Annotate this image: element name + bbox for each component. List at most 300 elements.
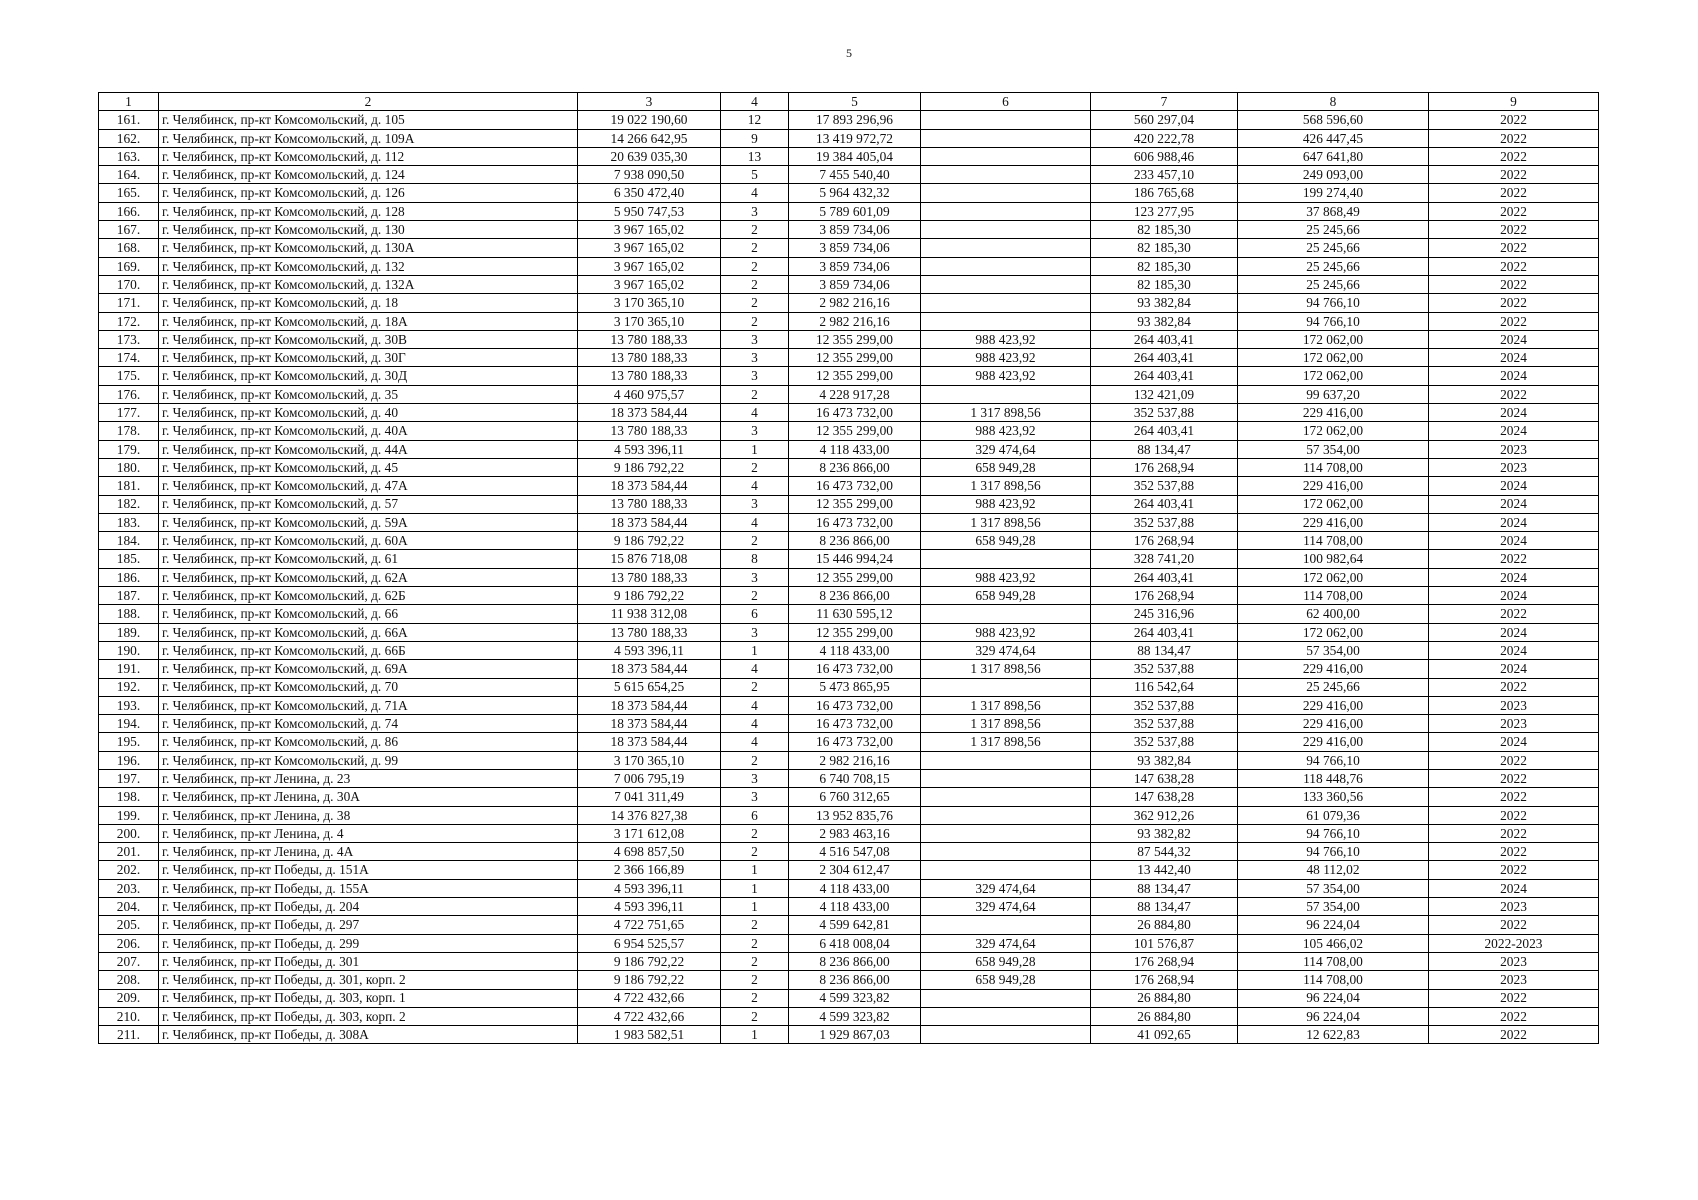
table-row xyxy=(99,349,1599,367)
cell-cost-col6: 988 423,92 xyxy=(921,367,1091,385)
cell-total-cost: 1 983 582,51 xyxy=(578,1026,721,1044)
cell-total-cost: 18 373 584,44 xyxy=(578,404,721,422)
table-row xyxy=(99,550,1599,568)
cell-cost-col8: 172 062,00 xyxy=(1238,330,1429,348)
table-row xyxy=(99,715,1599,733)
cell-cost-col5: 8 236 866,00 xyxy=(789,952,921,970)
cell-cost-col6: 658 949,28 xyxy=(921,952,1091,970)
cell-year: 2024 xyxy=(1429,495,1599,513)
cell-row-number: 211. xyxy=(99,1026,159,1044)
cell-cost-col5: 4 599 642,81 xyxy=(789,916,921,934)
data-table xyxy=(98,92,1599,1044)
cell-cost-col8: 94 766,10 xyxy=(1238,843,1429,861)
cell-address: г. Челябинск, пр-кт Комсомольский, д. 66 xyxy=(159,605,578,623)
cell-total-cost: 3 967 165,02 xyxy=(578,275,721,293)
cell-year: 2022 xyxy=(1429,824,1599,842)
cell-year: 2024 xyxy=(1429,733,1599,751)
cell-year: 2022 xyxy=(1429,294,1599,312)
cell-count: 2 xyxy=(721,458,789,476)
cell-cost-col7: 93 382,84 xyxy=(1091,751,1238,769)
cell-cost-col6 xyxy=(921,806,1091,824)
cell-year: 2024 xyxy=(1429,879,1599,897)
cell-total-cost: 9 186 792,22 xyxy=(578,532,721,550)
cell-row-number: 186. xyxy=(99,568,159,586)
cell-total-cost: 18 373 584,44 xyxy=(578,696,721,714)
cell-row-number: 200. xyxy=(99,824,159,842)
cell-cost-col7: 88 134,47 xyxy=(1091,898,1238,916)
cell-cost-col7: 93 382,82 xyxy=(1091,824,1238,842)
cell-address: г. Челябинск, пр-кт Комсомольский, д. 62Б xyxy=(159,587,578,605)
cell-cost-col6 xyxy=(921,1026,1091,1044)
table-row xyxy=(99,678,1599,696)
cell-cost-col7: 352 537,88 xyxy=(1091,513,1238,531)
cell-total-cost: 4 460 975,57 xyxy=(578,385,721,403)
cell-address: г. Челябинск, пр-кт Победы, д. 301, корп. 2 xyxy=(159,971,578,989)
cell-cost-col5: 19 384 405,04 xyxy=(789,147,921,165)
cell-count: 2 xyxy=(721,751,789,769)
cell-total-cost: 13 780 188,33 xyxy=(578,422,721,440)
cell-year: 2022 xyxy=(1429,1007,1599,1025)
table-row xyxy=(99,275,1599,293)
cell-cost-col5: 2 983 463,16 xyxy=(789,824,921,842)
cell-count: 1 xyxy=(721,641,789,659)
cell-address: г. Челябинск, пр-кт Ленина, д. 4 xyxy=(159,824,578,842)
cell-cost-col5: 16 473 732,00 xyxy=(789,733,921,751)
cell-count: 2 xyxy=(721,294,789,312)
cell-row-number: 184. xyxy=(99,532,159,550)
table-row xyxy=(99,587,1599,605)
cell-row-number: 165. xyxy=(99,184,159,202)
cell-count: 4 xyxy=(721,715,789,733)
cell-address: г. Челябинск, пр-кт Комсомольский, д. 124 xyxy=(159,166,578,184)
cell-address: г. Челябинск, пр-кт Комсомольский, д. 40А xyxy=(159,422,578,440)
cell-address: г. Челябинск, пр-кт Комсомольский, д. 40 xyxy=(159,404,578,422)
cell-cost-col5: 4 118 433,00 xyxy=(789,641,921,659)
cell-total-cost: 4 698 857,50 xyxy=(578,843,721,861)
cell-cost-col5: 16 473 732,00 xyxy=(789,715,921,733)
cell-row-number: 209. xyxy=(99,989,159,1007)
cell-total-cost: 9 186 792,22 xyxy=(578,971,721,989)
cell-cost-col6 xyxy=(921,129,1091,147)
cell-cost-col6: 658 949,28 xyxy=(921,971,1091,989)
cell-count: 13 xyxy=(721,147,789,165)
cell-cost-col8: 57 354,00 xyxy=(1238,898,1429,916)
cell-cost-col6 xyxy=(921,843,1091,861)
cell-address: г. Челябинск, пр-кт Комсомольский, д. 126 xyxy=(159,184,578,202)
cell-cost-col8: 229 416,00 xyxy=(1238,696,1429,714)
cell-cost-col7: 264 403,41 xyxy=(1091,349,1238,367)
header-cell-6: 6 xyxy=(921,93,1091,111)
cell-count: 6 xyxy=(721,806,789,824)
table-body xyxy=(99,111,1599,1044)
cell-cost-col8: 25 245,66 xyxy=(1238,678,1429,696)
cell-cost-col5: 4 516 547,08 xyxy=(789,843,921,861)
cell-address: г. Челябинск, пр-кт Комсомольский, д. 62А xyxy=(159,568,578,586)
cell-address: г. Челябинск, пр-кт Комсомольский, д. 61 xyxy=(159,550,578,568)
cell-total-cost: 5 615 654,25 xyxy=(578,678,721,696)
cell-count: 2 xyxy=(721,934,789,952)
cell-count: 2 xyxy=(721,275,789,293)
cell-cost-col6: 988 423,92 xyxy=(921,349,1091,367)
cell-address: г. Челябинск, пр-кт Комсомольский, д. 130А xyxy=(159,239,578,257)
cell-count: 3 xyxy=(721,367,789,385)
header-cell-7: 7 xyxy=(1091,93,1238,111)
cell-total-cost: 13 780 188,33 xyxy=(578,330,721,348)
cell-count: 4 xyxy=(721,513,789,531)
cell-address: г. Челябинск, пр-кт Ленина, д. 4А xyxy=(159,843,578,861)
table-row xyxy=(99,440,1599,458)
cell-row-number: 187. xyxy=(99,587,159,605)
cell-cost-col8: 25 245,66 xyxy=(1238,257,1429,275)
cell-count: 2 xyxy=(721,385,789,403)
cell-row-number: 208. xyxy=(99,971,159,989)
cell-row-number: 206. xyxy=(99,934,159,952)
cell-row-number: 178. xyxy=(99,422,159,440)
cell-address: г. Челябинск, пр-кт Комсомольский, д. 132 xyxy=(159,257,578,275)
cell-cost-col5: 2 982 216,16 xyxy=(789,294,921,312)
table-row xyxy=(99,202,1599,220)
cell-year: 2022 xyxy=(1429,605,1599,623)
cell-cost-col8: 114 708,00 xyxy=(1238,587,1429,605)
cell-total-cost: 18 373 584,44 xyxy=(578,733,721,751)
table-row xyxy=(99,111,1599,129)
cell-total-cost: 3 967 165,02 xyxy=(578,221,721,239)
cell-year: 2022 xyxy=(1429,550,1599,568)
cell-year: 2022 xyxy=(1429,843,1599,861)
cell-row-number: 189. xyxy=(99,623,159,641)
cell-row-number: 210. xyxy=(99,1007,159,1025)
cell-count: 2 xyxy=(721,532,789,550)
cell-total-cost: 15 876 718,08 xyxy=(578,550,721,568)
cell-cost-col5: 12 355 299,00 xyxy=(789,349,921,367)
cell-cost-col6: 988 423,92 xyxy=(921,330,1091,348)
cell-cost-col6 xyxy=(921,550,1091,568)
cell-cost-col6 xyxy=(921,989,1091,1007)
table-row xyxy=(99,166,1599,184)
cell-total-cost: 9 186 792,22 xyxy=(578,952,721,970)
cell-count: 2 xyxy=(721,312,789,330)
cell-cost-col8: 61 079,36 xyxy=(1238,806,1429,824)
cell-year: 2022 xyxy=(1429,166,1599,184)
cell-year: 2024 xyxy=(1429,532,1599,550)
cell-row-number: 161. xyxy=(99,111,159,129)
cell-cost-col7: 88 134,47 xyxy=(1091,641,1238,659)
cell-count: 9 xyxy=(721,129,789,147)
cell-year: 2022 xyxy=(1429,788,1599,806)
cell-row-number: 172. xyxy=(99,312,159,330)
cell-cost-col8: 249 093,00 xyxy=(1238,166,1429,184)
cell-year: 2022 xyxy=(1429,751,1599,769)
cell-cost-col6 xyxy=(921,861,1091,879)
cell-cost-col8: 118 448,76 xyxy=(1238,769,1429,787)
cell-cost-col7: 87 544,32 xyxy=(1091,843,1238,861)
cell-year: 2022 xyxy=(1429,275,1599,293)
cell-cost-col6: 1 317 898,56 xyxy=(921,733,1091,751)
cell-count: 4 xyxy=(721,696,789,714)
cell-total-cost: 6 350 472,40 xyxy=(578,184,721,202)
table-row xyxy=(99,495,1599,513)
cell-cost-col8: 133 360,56 xyxy=(1238,788,1429,806)
cell-total-cost: 6 954 525,57 xyxy=(578,934,721,952)
table-row xyxy=(99,257,1599,275)
cell-address: г. Челябинск, пр-кт Комсомольский, д. 71А xyxy=(159,696,578,714)
table-row xyxy=(99,147,1599,165)
table-row xyxy=(99,312,1599,330)
table-row xyxy=(99,532,1599,550)
cell-cost-col5: 2 982 216,16 xyxy=(789,312,921,330)
cell-cost-col6 xyxy=(921,385,1091,403)
cell-row-number: 180. xyxy=(99,458,159,476)
table-row xyxy=(99,934,1599,952)
cell-row-number: 166. xyxy=(99,202,159,220)
cell-count: 4 xyxy=(721,404,789,422)
cell-cost-col8: 114 708,00 xyxy=(1238,458,1429,476)
cell-address: г. Челябинск, пр-кт Комсомольский, д. 59А xyxy=(159,513,578,531)
cell-cost-col5: 5 473 865,95 xyxy=(789,678,921,696)
cell-year: 2023 xyxy=(1429,696,1599,714)
table-row xyxy=(99,458,1599,476)
cell-cost-col7: 147 638,28 xyxy=(1091,769,1238,787)
cell-cost-col7: 132 421,09 xyxy=(1091,385,1238,403)
cell-cost-col8: 12 622,83 xyxy=(1238,1026,1429,1044)
cell-cost-col7: 82 185,30 xyxy=(1091,239,1238,257)
cell-address: г. Челябинск, пр-кт Комсомольский, д. 105 xyxy=(159,111,578,129)
cell-row-number: 197. xyxy=(99,769,159,787)
cell-cost-col5: 12 355 299,00 xyxy=(789,623,921,641)
cell-count: 1 xyxy=(721,440,789,458)
cell-address: г. Челябинск, пр-кт Победы, д. 308А xyxy=(159,1026,578,1044)
cell-cost-col7: 264 403,41 xyxy=(1091,422,1238,440)
cell-cost-col8: 94 766,10 xyxy=(1238,312,1429,330)
cell-cost-col6: 329 474,64 xyxy=(921,879,1091,897)
cell-cost-col6 xyxy=(921,257,1091,275)
cell-row-number: 207. xyxy=(99,952,159,970)
cell-cost-col8: 647 641,80 xyxy=(1238,147,1429,165)
cell-cost-col7: 560 297,04 xyxy=(1091,111,1238,129)
cell-address: г. Челябинск, пр-кт Комсомольский, д. 66А xyxy=(159,623,578,641)
header-cell-4: 4 xyxy=(721,93,789,111)
cell-cost-col7: 93 382,84 xyxy=(1091,312,1238,330)
cell-cost-col7: 264 403,41 xyxy=(1091,330,1238,348)
cell-cost-col8: 94 766,10 xyxy=(1238,294,1429,312)
cell-cost-col5: 16 473 732,00 xyxy=(789,477,921,495)
cell-year: 2022 xyxy=(1429,1026,1599,1044)
cell-year: 2024 xyxy=(1429,422,1599,440)
cell-address: г. Челябинск, пр-кт Победы, д. 155А xyxy=(159,879,578,897)
cell-cost-col8: 94 766,10 xyxy=(1238,824,1429,842)
cell-cost-col6 xyxy=(921,184,1091,202)
cell-address: г. Челябинск, пр-кт Ленина, д. 23 xyxy=(159,769,578,787)
cell-address: г. Челябинск, пр-кт Ленина, д. 30А xyxy=(159,788,578,806)
cell-count: 4 xyxy=(721,733,789,751)
cell-count: 4 xyxy=(721,184,789,202)
cell-year: 2023 xyxy=(1429,971,1599,989)
cell-total-cost: 13 780 188,33 xyxy=(578,367,721,385)
cell-cost-col6 xyxy=(921,111,1091,129)
cell-count: 4 xyxy=(721,660,789,678)
cell-year: 2024 xyxy=(1429,513,1599,531)
cell-cost-col7: 420 222,78 xyxy=(1091,129,1238,147)
cell-count: 1 xyxy=(721,861,789,879)
cell-year: 2022 xyxy=(1429,184,1599,202)
cell-row-number: 170. xyxy=(99,275,159,293)
cell-total-cost: 13 780 188,33 xyxy=(578,495,721,513)
cell-cost-col7: 101 576,87 xyxy=(1091,934,1238,952)
table-row xyxy=(99,1026,1599,1044)
cell-count: 1 xyxy=(721,1026,789,1044)
cell-cost-col5: 3 859 734,06 xyxy=(789,275,921,293)
header-cell-9: 9 xyxy=(1429,93,1599,111)
cell-cost-col6 xyxy=(921,1007,1091,1025)
cell-cost-col6 xyxy=(921,605,1091,623)
cell-cost-col6 xyxy=(921,239,1091,257)
cell-cost-col7: 352 537,88 xyxy=(1091,404,1238,422)
cell-total-cost: 19 022 190,60 xyxy=(578,111,721,129)
header-row xyxy=(99,93,1599,111)
cell-total-cost: 9 186 792,22 xyxy=(578,458,721,476)
cell-total-cost: 13 780 188,33 xyxy=(578,568,721,586)
table-row xyxy=(99,824,1599,842)
cell-cost-col8: 94 766,10 xyxy=(1238,751,1429,769)
cell-year: 2022 xyxy=(1429,989,1599,1007)
cell-cost-col6: 1 317 898,56 xyxy=(921,715,1091,733)
cell-cost-col5: 4 118 433,00 xyxy=(789,879,921,897)
cell-cost-col6: 1 317 898,56 xyxy=(921,477,1091,495)
cell-address: г. Челябинск, пр-кт Ленина, д. 38 xyxy=(159,806,578,824)
cell-cost-col8: 96 224,04 xyxy=(1238,916,1429,934)
cell-total-cost: 11 938 312,08 xyxy=(578,605,721,623)
cell-row-number: 193. xyxy=(99,696,159,714)
table-row xyxy=(99,660,1599,678)
cell-cost-col7: 352 537,88 xyxy=(1091,715,1238,733)
cell-cost-col6: 1 317 898,56 xyxy=(921,696,1091,714)
cell-cost-col8: 57 354,00 xyxy=(1238,641,1429,659)
cell-address: г. Челябинск, пр-кт Комсомольский, д. 44А xyxy=(159,440,578,458)
cell-cost-col5: 8 236 866,00 xyxy=(789,458,921,476)
cell-count: 3 xyxy=(721,495,789,513)
table-row xyxy=(99,605,1599,623)
table-row xyxy=(99,1007,1599,1025)
table-row xyxy=(99,769,1599,787)
cell-row-number: 162. xyxy=(99,129,159,147)
table-row xyxy=(99,916,1599,934)
cell-row-number: 196. xyxy=(99,751,159,769)
cell-cost-col5: 13 952 835,76 xyxy=(789,806,921,824)
cell-year: 2022 xyxy=(1429,239,1599,257)
cell-cost-col7: 41 092,65 xyxy=(1091,1026,1238,1044)
table-row xyxy=(99,733,1599,751)
cell-cost-col5: 12 355 299,00 xyxy=(789,495,921,513)
cell-year: 2023 xyxy=(1429,458,1599,476)
table-row xyxy=(99,843,1599,861)
table-row xyxy=(99,568,1599,586)
cell-cost-col5: 16 473 732,00 xyxy=(789,696,921,714)
cell-cost-col8: 25 245,66 xyxy=(1238,239,1429,257)
cell-cost-col8: 199 274,40 xyxy=(1238,184,1429,202)
cell-cost-col8: 229 416,00 xyxy=(1238,404,1429,422)
cell-cost-col8: 100 982,64 xyxy=(1238,550,1429,568)
cell-year: 2022 xyxy=(1429,111,1599,129)
cell-cost-col7: 116 542,64 xyxy=(1091,678,1238,696)
cell-cost-col8: 172 062,00 xyxy=(1238,422,1429,440)
cell-count: 2 xyxy=(721,678,789,696)
header-cell-1: 1 xyxy=(99,93,159,111)
cell-year: 2024 xyxy=(1429,568,1599,586)
cell-row-number: 179. xyxy=(99,440,159,458)
cell-cost-col7: 26 884,80 xyxy=(1091,989,1238,1007)
cell-cost-col6 xyxy=(921,294,1091,312)
cell-count: 2 xyxy=(721,239,789,257)
cell-cost-col8: 172 062,00 xyxy=(1238,367,1429,385)
cell-cost-col8: 426 447,45 xyxy=(1238,129,1429,147)
cell-address: г. Челябинск, пр-кт Комсомольский, д. 30Г xyxy=(159,349,578,367)
cell-cost-col6 xyxy=(921,678,1091,696)
cell-total-cost: 3 170 365,10 xyxy=(578,294,721,312)
cell-cost-col5: 4 599 323,82 xyxy=(789,1007,921,1025)
cell-cost-col7: 123 277,95 xyxy=(1091,202,1238,220)
table-row xyxy=(99,751,1599,769)
cell-count: 6 xyxy=(721,605,789,623)
cell-total-cost: 4 722 432,66 xyxy=(578,1007,721,1025)
cell-cost-col7: 82 185,30 xyxy=(1091,275,1238,293)
cell-cost-col5: 15 446 994,24 xyxy=(789,550,921,568)
cell-cost-col6: 658 949,28 xyxy=(921,532,1091,550)
table-row xyxy=(99,861,1599,879)
cell-cost-col7: 264 403,41 xyxy=(1091,367,1238,385)
cell-cost-col7: 88 134,47 xyxy=(1091,879,1238,897)
page-number: 5 xyxy=(846,46,852,60)
cell-address: г. Челябинск, пр-кт Комсомольский, д. 86 xyxy=(159,733,578,751)
cell-row-number: 182. xyxy=(99,495,159,513)
cell-cost-col8: 99 637,20 xyxy=(1238,385,1429,403)
cell-total-cost: 4 593 396,11 xyxy=(578,898,721,916)
header-cell-5: 5 xyxy=(789,93,921,111)
cell-cost-col8: 37 868,49 xyxy=(1238,202,1429,220)
cell-cost-col5: 6 418 008,04 xyxy=(789,934,921,952)
cell-address: г. Челябинск, пр-кт Комсомольский, д. 57 xyxy=(159,495,578,513)
cell-cost-col8: 25 245,66 xyxy=(1238,221,1429,239)
cell-year: 2022 xyxy=(1429,861,1599,879)
cell-cost-col7: 147 638,28 xyxy=(1091,788,1238,806)
table-row xyxy=(99,221,1599,239)
cell-cost-col8: 229 416,00 xyxy=(1238,477,1429,495)
cell-cost-col5: 4 118 433,00 xyxy=(789,440,921,458)
cell-cost-col8: 229 416,00 xyxy=(1238,733,1429,751)
cell-cost-col6 xyxy=(921,166,1091,184)
header-cell-8: 8 xyxy=(1238,93,1429,111)
cell-row-number: 201. xyxy=(99,843,159,861)
cell-cost-col5: 12 355 299,00 xyxy=(789,330,921,348)
cell-address: г. Челябинск, пр-кт Комсомольский, д. 35 xyxy=(159,385,578,403)
cell-year: 2024 xyxy=(1429,330,1599,348)
cell-cost-col7: 176 268,94 xyxy=(1091,532,1238,550)
cell-cost-col5: 3 859 734,06 xyxy=(789,221,921,239)
cell-total-cost: 3 967 165,02 xyxy=(578,239,721,257)
cell-row-number: 185. xyxy=(99,550,159,568)
cell-total-cost: 5 950 747,53 xyxy=(578,202,721,220)
cell-total-cost: 3 171 612,08 xyxy=(578,824,721,842)
cell-count: 5 xyxy=(721,166,789,184)
cell-count: 3 xyxy=(721,788,789,806)
cell-row-number: 164. xyxy=(99,166,159,184)
cell-cost-col7: 264 403,41 xyxy=(1091,623,1238,641)
cell-count: 3 xyxy=(721,202,789,220)
cell-address: г. Челябинск, пр-кт Комсомольский, д. 45 xyxy=(159,458,578,476)
cell-total-cost: 7 041 311,49 xyxy=(578,788,721,806)
cell-cost-col8: 57 354,00 xyxy=(1238,879,1429,897)
cell-total-cost: 14 266 642,95 xyxy=(578,129,721,147)
cell-cost-col5: 4 228 917,28 xyxy=(789,385,921,403)
